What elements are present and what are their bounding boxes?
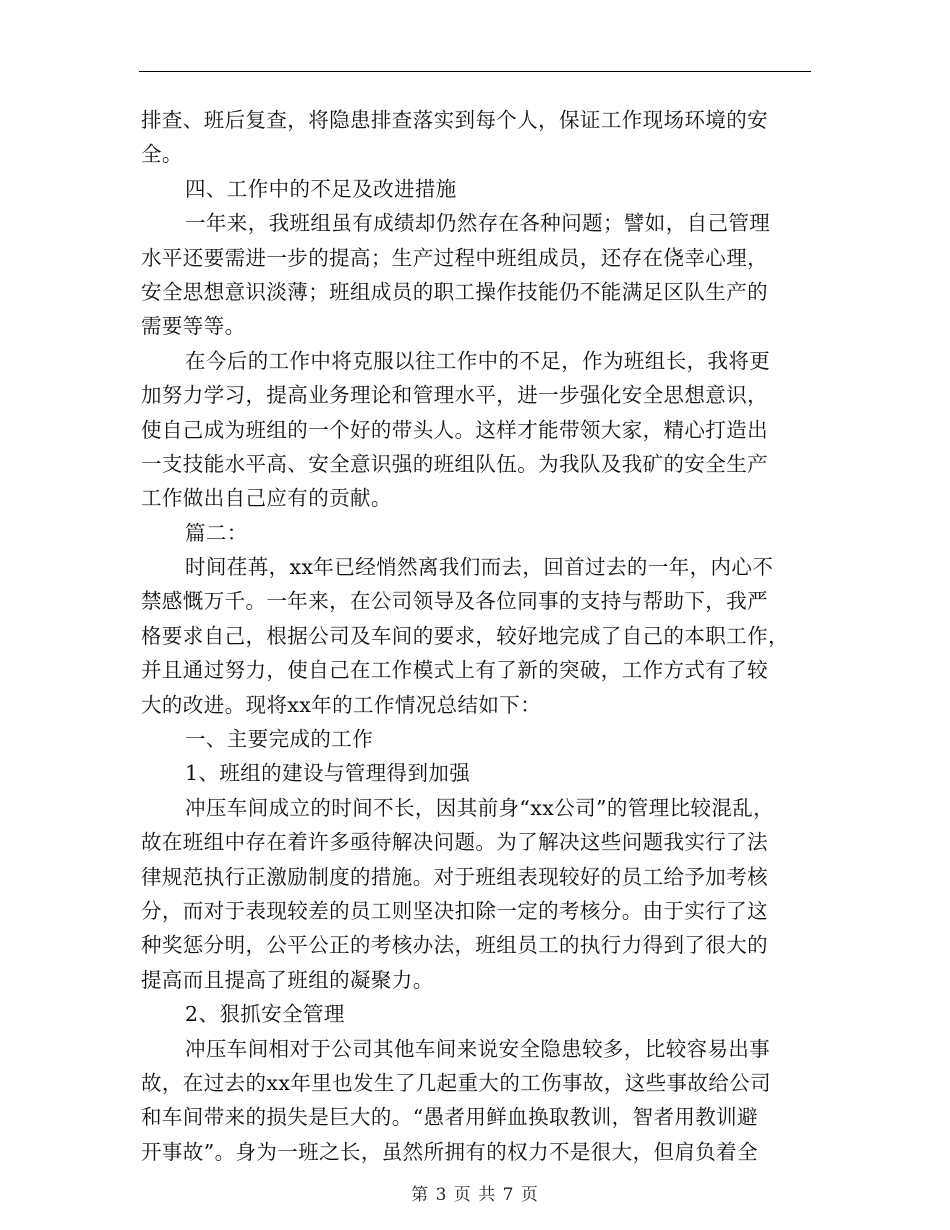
text-line: 1、班组的建设与管理得到加强	[185, 761, 471, 786]
text-line: 一年来，我班组虽有成绩却仍然存在各种问题；譬如，自己管理	[185, 211, 771, 236]
text-line: 安全思想意识淡薄；班组成员的职工操作技能仍不能满足区队生产的	[141, 279, 768, 304]
text-line: 全。	[141, 142, 183, 167]
text-line: 和车间带来的损失是巨大的。“愚者用鲜血换取教训，智者用教训避	[141, 1105, 758, 1130]
text-line: 分，而对于表现较差的员工则坚决扣除一定的考核分。由于实行了这	[141, 898, 768, 923]
text-line: 工作做出自己应有的贡献。	[141, 486, 392, 511]
text-line: 故在班组中存在着许多亟待解决问题。为了解决这些问题我实行了法	[141, 830, 768, 855]
text-line: 加努力学习，提高业务理论和管理水平，进一步强化安全思想意识，	[141, 383, 768, 408]
text-line: 种奖惩分明，公平公正的考核办法，班组员工的执行力得到了很大的	[141, 933, 768, 958]
text-line: 格要求自己，根据公司及车间的要求，较好地完成了自己的本职工作，	[141, 623, 789, 648]
text-line: 需要等等。	[141, 314, 246, 339]
text-line: 篇二：	[185, 520, 248, 545]
page-number: 第 3 页 共 7 页	[411, 1185, 539, 1205]
text-line: 2、狠抓安全管理	[185, 1002, 345, 1027]
text-line: 使自己成为班组的一个好的带头人。这样才能带领大家，精心打造出	[141, 417, 768, 442]
text-line: 排查、班后复查，将隐患排查落实到每个人，保证工作现场环境的安	[141, 108, 768, 132]
text-line: 冲压车间成立的时间不长，因其前身“xx公司”的管理比较混乱，	[185, 795, 775, 820]
header-rule	[139, 71, 811, 72]
text-line: 在今后的工作中将克服以往工作中的不足，作为班组长，我将更	[185, 348, 771, 373]
text-line: 故，在过去的xx年里也发生了几起重大的工伤事故，这些事故给公司	[141, 1070, 772, 1095]
text-line: 一、主要完成的工作	[185, 727, 374, 752]
document-body	[141, 103, 811, 1169]
text-line: 四、工作中的不足及改进措施	[185, 176, 457, 201]
text-line: 时间荏苒，xx年已经悄然离我们而去，回首过去的一年，内心不	[185, 555, 774, 580]
text-line: 禁感慨万千。一年来，在公司领导及各位同事的支持与帮助下，我严	[141, 589, 768, 614]
text-line: 律规范执行正激励制度的措施。对于班组表现较好的员工给予加考核	[141, 864, 768, 889]
text-line: 并且通过努力，使自己在工作模式上有了新的突破，工作方式有了较	[141, 658, 768, 683]
text-line: 提高而且提高了班组的凝聚力。	[141, 967, 434, 992]
text-line: 开事故”。身为一班之长，虽然所拥有的权力不是很大，但肩负着全	[141, 1139, 758, 1164]
text-line: 冲压车间相对于公司其他车间来说安全隐患较多，比较容易出事	[185, 1036, 771, 1061]
text-line: 大的改进。现将xx年的工作情况总结如下：	[141, 692, 542, 717]
text-line: 水平还要需进一步的提高；生产过程中班组成员，还存在侥幸心理，	[141, 245, 768, 270]
text-line: 一支技能水平高、安全意识强的班组队伍。为我队及我矿的安全生产	[141, 451, 768, 476]
